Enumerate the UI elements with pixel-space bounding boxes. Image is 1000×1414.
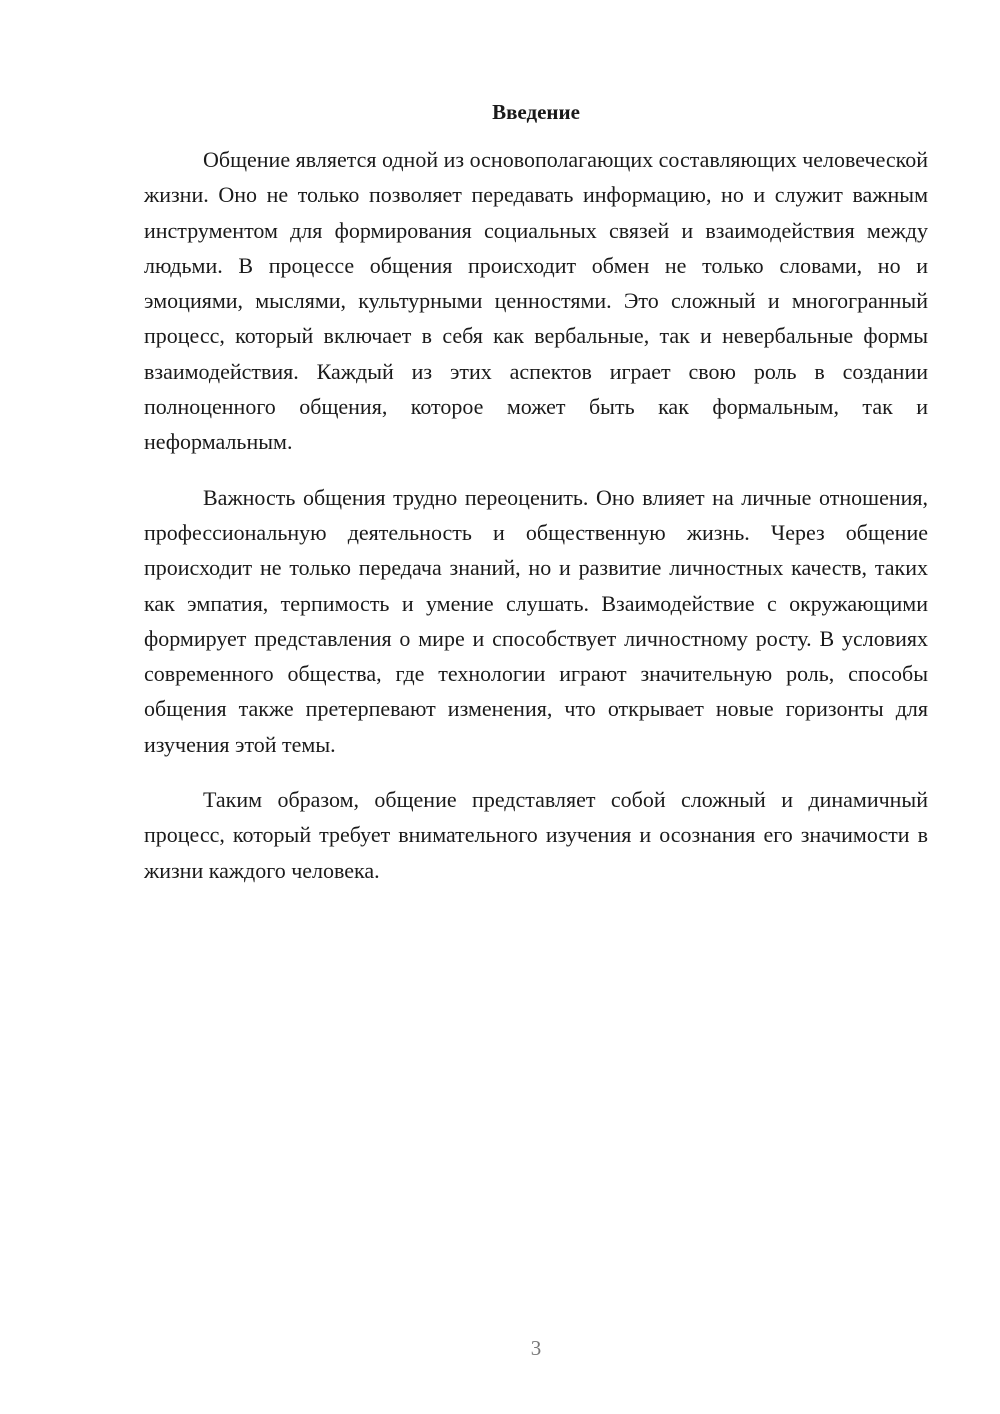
page-number: 3 — [530, 1336, 542, 1360]
paragraph-3: Таким образом, общение представляет собой сложный и динамичный процесс, который требует внимательного изучения и осознания его значимости в жизни каждого человека. — [144, 787, 928, 883]
paragraph-2: Важность общения трудно переоценить. Оно влияет на личные отношения, профессиональную деятельность и общественную жизнь. Через общение происходит не только передача знаний, но и развитие личностных качеств, таких как эмпатия, терпимость и умение слушать. Взаимодействие с окружающими формирует представления о мире и способствует личностному росту. В условиях современного общества, где технологии играют значительную роль, способы общения также претерпевают изменения, что открывает новые горизонты для изучения этой темы. — [144, 484, 928, 757]
paragraph-1: Общение является одной из основополагающих составляющих человеческой жизни. Оно не только позволяет передавать информацию, но и служит важным инструментом для формирования социальных связей и взаимодействия между людьми. В процессе общения происходит обмен не только словами, но и эмоциями, мыслями, культурными ценностями. Это сложный и многогранный процесс, который включает в себя как вербальные, так и невербальные формы взаимодействия. Каждый из этих аспектов играет свою роль в создании полноценного общения, которое может быть как формальным, так и неформальным. — [144, 147, 928, 455]
page-title: Введение — [492, 100, 580, 124]
body-text — [144, 142, 928, 908]
